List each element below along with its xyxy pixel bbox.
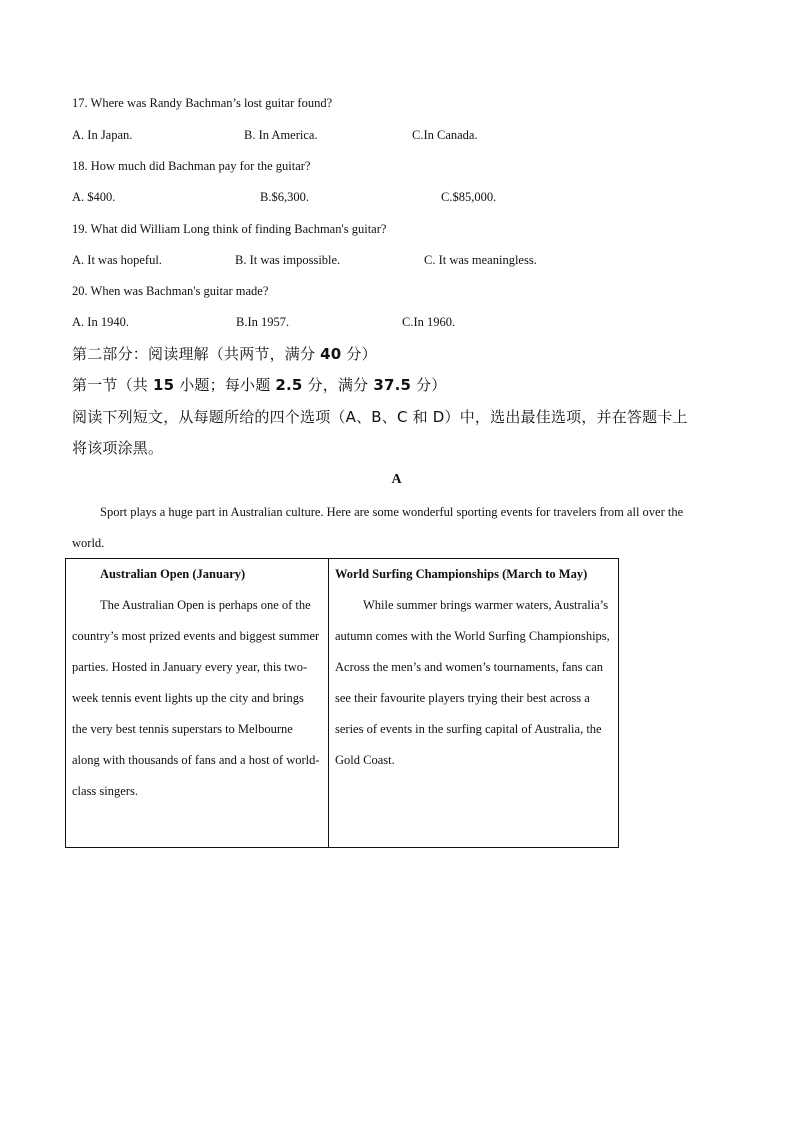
event-cell-world-surfing <box>329 559 618 847</box>
question-20-option-a: A. In 1940. <box>72 315 129 329</box>
passage-intro: Sport plays a huge part in Australian culture. Here are some wonderful sporting events for travelers from all over the world. <box>72 505 684 550</box>
question-18-option-a: A. $400. <box>72 190 116 204</box>
question-18-option-b: B.$6,300. <box>260 190 309 204</box>
question-19-option-c: C. It was meaningless. <box>424 253 537 267</box>
question-20-stem: 20. When was Bachman's guitar made? <box>72 284 269 298</box>
question-17-stem: 17. Where was Randy Bachman’s lost guitar found? <box>72 96 333 110</box>
event-cell-australian-open <box>66 559 329 847</box>
event-title: World Surfing Championships (March to May) <box>335 567 588 581</box>
question-17-option-a: A. In Japan. <box>72 128 133 142</box>
question-17-option-b: B. In America. <box>244 128 318 142</box>
question-19-option-a: A. It was hopeful. <box>72 253 162 267</box>
event-body: The Australian Open is perhaps one of the country’s most prized events and biggest summer parties. Hosted in January every year, this two-week tennis event lights up the city and brings the very best tennis superstars to Melbourne along with thousands of fans and a host of world-class singers. <box>72 598 320 798</box>
passage-label: A <box>391 472 402 487</box>
question-17-option-c: C.In Canada. <box>412 128 478 142</box>
events-table <box>65 558 619 848</box>
question-19-option-b: B. It was impossible. <box>235 253 341 267</box>
question-20-option-b: B.In 1957. <box>236 315 290 329</box>
event-title: Australian Open (January) <box>100 567 246 581</box>
question-18-option-c: C.$85,000. <box>441 190 497 204</box>
event-body: While summer brings warmer waters, Australia’s autumn comes with the World Surfing Championships, Across the men’s and women’s tournaments, fans can see their favourite players trying their best across a series of events in the surfing capital of Australia, the Gold Coast. <box>335 598 610 767</box>
instruction-line-2: 将该项涂黑。 <box>72 439 164 457</box>
question-18-stem: 18. How much did Bachman pay for the guitar? <box>72 159 311 173</box>
question-20-option-c: C.In 1960. <box>402 315 456 329</box>
question-19-stem: 19. What did William Long think of finding Bachman's guitar? <box>72 222 387 236</box>
instruction-line-1: 阅读下列短文，从每题所给的四个选项（A、B、C 和 D）中，选出最佳选项，并在答题卡上 <box>72 408 688 426</box>
part2-heading: 第二部分：阅读理解（共两节，满分 40 分） <box>72 345 377 363</box>
section1-heading: 第一节（共 15 小题；每小题 2.5 分，满分 37.5 分） <box>72 376 447 394</box>
